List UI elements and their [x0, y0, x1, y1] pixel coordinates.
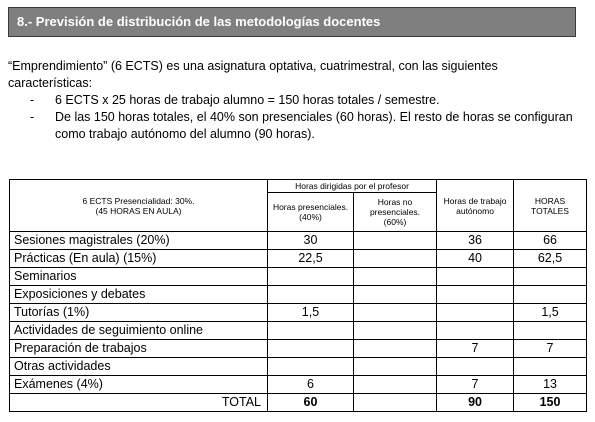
cell-no-presenciales: [354, 340, 437, 358]
total-horas: 150: [514, 394, 587, 412]
header-horas-dirigidas: Horas dirigidas por el profesor: [268, 180, 437, 193]
cell-presenciales: 22,5: [268, 250, 354, 268]
intro-paragraph: “Emprendimiento” (6 ECTS) es una asignatura optativa, cuatrimestral, con las siguientes características:: [8, 59, 498, 90]
cell-total: [514, 268, 587, 286]
cell-no-presenciales: [354, 304, 437, 322]
cell-total: 66: [514, 232, 587, 250]
row-label: Otras actividades: [10, 358, 268, 376]
cell-no-presenciales: [354, 250, 437, 268]
cell-autonomo: [437, 268, 514, 286]
row-label: Sesiones magistrales (20%): [10, 232, 268, 250]
cell-autonomo: 40: [437, 250, 514, 268]
cell-no-presenciales: [354, 322, 437, 340]
cell-total: [514, 358, 587, 376]
cell-presenciales: [268, 286, 354, 304]
cell-autonomo: [437, 286, 514, 304]
section-title: 8.- Previsión de distribución de las metodologías docentes: [8, 7, 576, 37]
corner-line-2: (45 HORAS EN AULA): [95, 205, 182, 216]
total-label: TOTAL: [10, 394, 268, 412]
cell-presenciales: [268, 340, 354, 358]
cell-autonomo: 7: [437, 376, 514, 394]
cell-no-presenciales: [354, 358, 437, 376]
cell-presenciales: [268, 358, 354, 376]
table-row: [10, 340, 587, 358]
cell-autonomo: [437, 322, 514, 340]
header-totales: HORAS TOTALES: [514, 180, 587, 232]
total-no-presenciales: [354, 394, 437, 412]
cell-total: 7: [514, 340, 587, 358]
bullet-dash: -: [30, 110, 35, 124]
header-presenciales: Horas presenciales. (40%): [268, 193, 354, 232]
table-row: [10, 358, 587, 376]
table-row: [10, 268, 587, 286]
bullet-text: 6 ECTS x 25 horas de trabajo alumno = 150 horas totales / semestre.: [55, 93, 440, 107]
bullet-text: De las 150 horas totales, el 40% son presenciales (60 horas). El resto de horas se configuran como trabajo autónomo del alumno (90 horas).: [55, 110, 573, 141]
cell-total: 62,5: [514, 250, 587, 268]
cell-autonomo: [437, 304, 514, 322]
row-label: Preparación de trabajos: [10, 340, 268, 358]
row-label: Seminarios: [10, 268, 268, 286]
cell-presenciales: 6: [268, 376, 354, 394]
table-row: [10, 322, 587, 340]
row-label: Exámenes (4%): [10, 376, 268, 394]
intro-bullet: [8, 109, 578, 143]
cell-autonomo: [437, 358, 514, 376]
table-total-row: [10, 394, 587, 412]
intro-bullet-list: [8, 92, 578, 143]
cell-no-presenciales: [354, 376, 437, 394]
table-row: [10, 286, 587, 304]
cell-no-presenciales: [354, 268, 437, 286]
total-presenciales: 60: [268, 394, 354, 412]
row-label: Exposiciones y debates: [10, 286, 268, 304]
cell-total: [514, 322, 587, 340]
cell-presenciales: 30: [268, 232, 354, 250]
cell-presenciales: [268, 268, 354, 286]
table-row: [10, 376, 587, 394]
intro-bullet: [8, 92, 578, 109]
row-label: Actividades de seguimiento online: [10, 322, 268, 340]
cell-presenciales: 1,5: [268, 304, 354, 322]
intro-text: [8, 58, 578, 143]
bullet-dash: -: [30, 93, 35, 107]
row-label: Prácticas (En aula) (15%): [10, 250, 268, 268]
cell-total: 13: [514, 376, 587, 394]
cell-autonomo: 36: [437, 232, 514, 250]
total-autonomo: 90: [437, 394, 514, 412]
corner-line-1: 6 ECTS Presencialidad: 30%.: [82, 195, 195, 206]
row-label: Tutorías (1%): [10, 304, 268, 322]
table-row: [10, 250, 587, 268]
cell-no-presenciales: [354, 286, 437, 304]
table-header-row: [10, 180, 587, 193]
hours-distribution-table: [9, 179, 587, 412]
cell-autonomo: 7: [437, 340, 514, 358]
cell-presenciales: [268, 322, 354, 340]
table-row: [10, 232, 587, 250]
cell-total: [514, 286, 587, 304]
cell-total: 1,5: [514, 304, 587, 322]
cell-no-presenciales: [354, 232, 437, 250]
header-no-presenciales: Horas no presenciales. (60%): [354, 193, 437, 232]
table-row: [10, 304, 587, 322]
header-corner-cell: [10, 180, 268, 232]
header-autonomo: Horas de trabajo autónomo: [437, 180, 514, 232]
